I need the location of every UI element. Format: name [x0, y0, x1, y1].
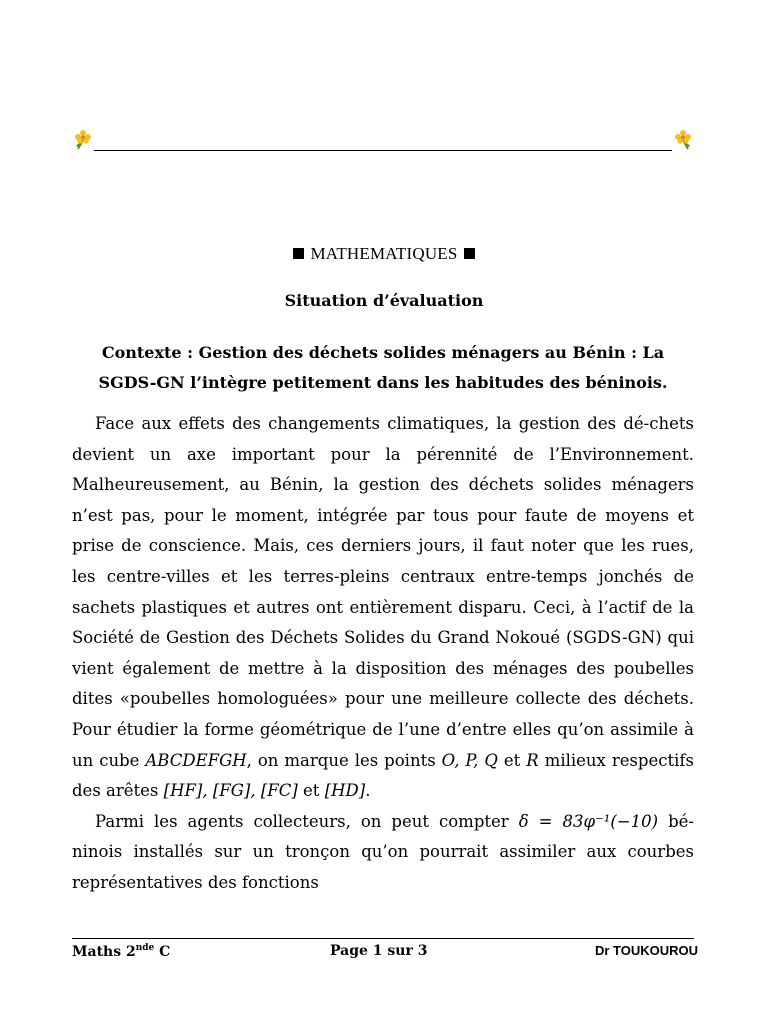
context-line-2: SGDS-GN l’intègre petitement dans les habitudes des béninois. [98, 373, 668, 392]
point-r-label: R [526, 750, 539, 770]
paragraph-2-text-b: bé-ninois installés sur un tronçon qu’on pourrait assimiler aux courbes représentatives des fonctions [72, 811, 694, 892]
body-text [72, 409, 694, 899]
flower-ornament-left-icon [72, 128, 94, 150]
points-label: O, P, Q [441, 750, 498, 770]
footer-author: Dr TOUKOUROU [594, 943, 698, 958]
paragraph-1-text-d: milieux respectifs des arêtes [72, 750, 694, 801]
context-line-1: Contexte : Gestion des déchets solides ménagers au Bénin : La [101, 343, 665, 362]
paragraph-1-text-b: , on marque les points [246, 750, 442, 770]
footer-course-text: Maths 2 [72, 944, 136, 960]
subtitle: Situation d’évaluation [284, 291, 484, 310]
footer-course-suffix: C [154, 944, 171, 960]
edges-label: [HF], [FG], [FC] [163, 781, 298, 801]
paragraph-2 [72, 807, 694, 899]
footer-page-number: Page 1 sur 3 [330, 943, 428, 959]
paragraph-1-text-c: et [497, 750, 527, 770]
black-square-icon [464, 248, 475, 259]
footer-course-sup: nde [135, 943, 155, 953]
paragraph-1-text-f: . [365, 781, 371, 801]
cube-label: ABCDEFGH [145, 750, 247, 770]
black-square-icon [293, 248, 304, 259]
footer-rule [72, 938, 694, 939]
paragraph-1-text-e: et [297, 781, 325, 801]
header-rule [94, 150, 672, 151]
paragraph-2-text-a: Parmi les agents collecteurs, on peut compter [95, 811, 519, 831]
delta-formula: δ = 83φ⁻¹(−10) [518, 811, 659, 831]
paragraph-1 [72, 409, 694, 807]
context-heading [72, 338, 694, 398]
section-title [0, 244, 768, 264]
footer-course [72, 943, 170, 960]
edge-hd-label: [HD] [324, 781, 366, 801]
flower-ornament-right-icon [672, 128, 694, 150]
section-title-text: MATHEMATIQUES [310, 244, 458, 263]
paragraph-1-text-a: Face aux effets des changements climatiques, la gestion des dé-chets devient un axe important pour la pérennité de l’Environnement. Malheureusement, au Bénin, la gestion des déchets solides ménagers n’est pas, pour le moment, intégrée par tous pour faute de moyens et prise de conscience. Mais, ces derniers jours, il faut noter que les rues, les centre-villes et les terres-pleins centraux entre-temps jonchés de sachets plastiques et autres ont entièrement disparu. Ceci, à l’actif de la Société de Gestion des Déchets Solides du Grand Nokoué (SGDS-GN) qui vient également de mettre à la disposition des ménages des poubelles dites «poubelles homologuées» pour une meilleure collecte des déchets. Pour étudier la forme géométrique de l’une d’entre elles qu’on assimile à un cube [72, 414, 694, 770]
